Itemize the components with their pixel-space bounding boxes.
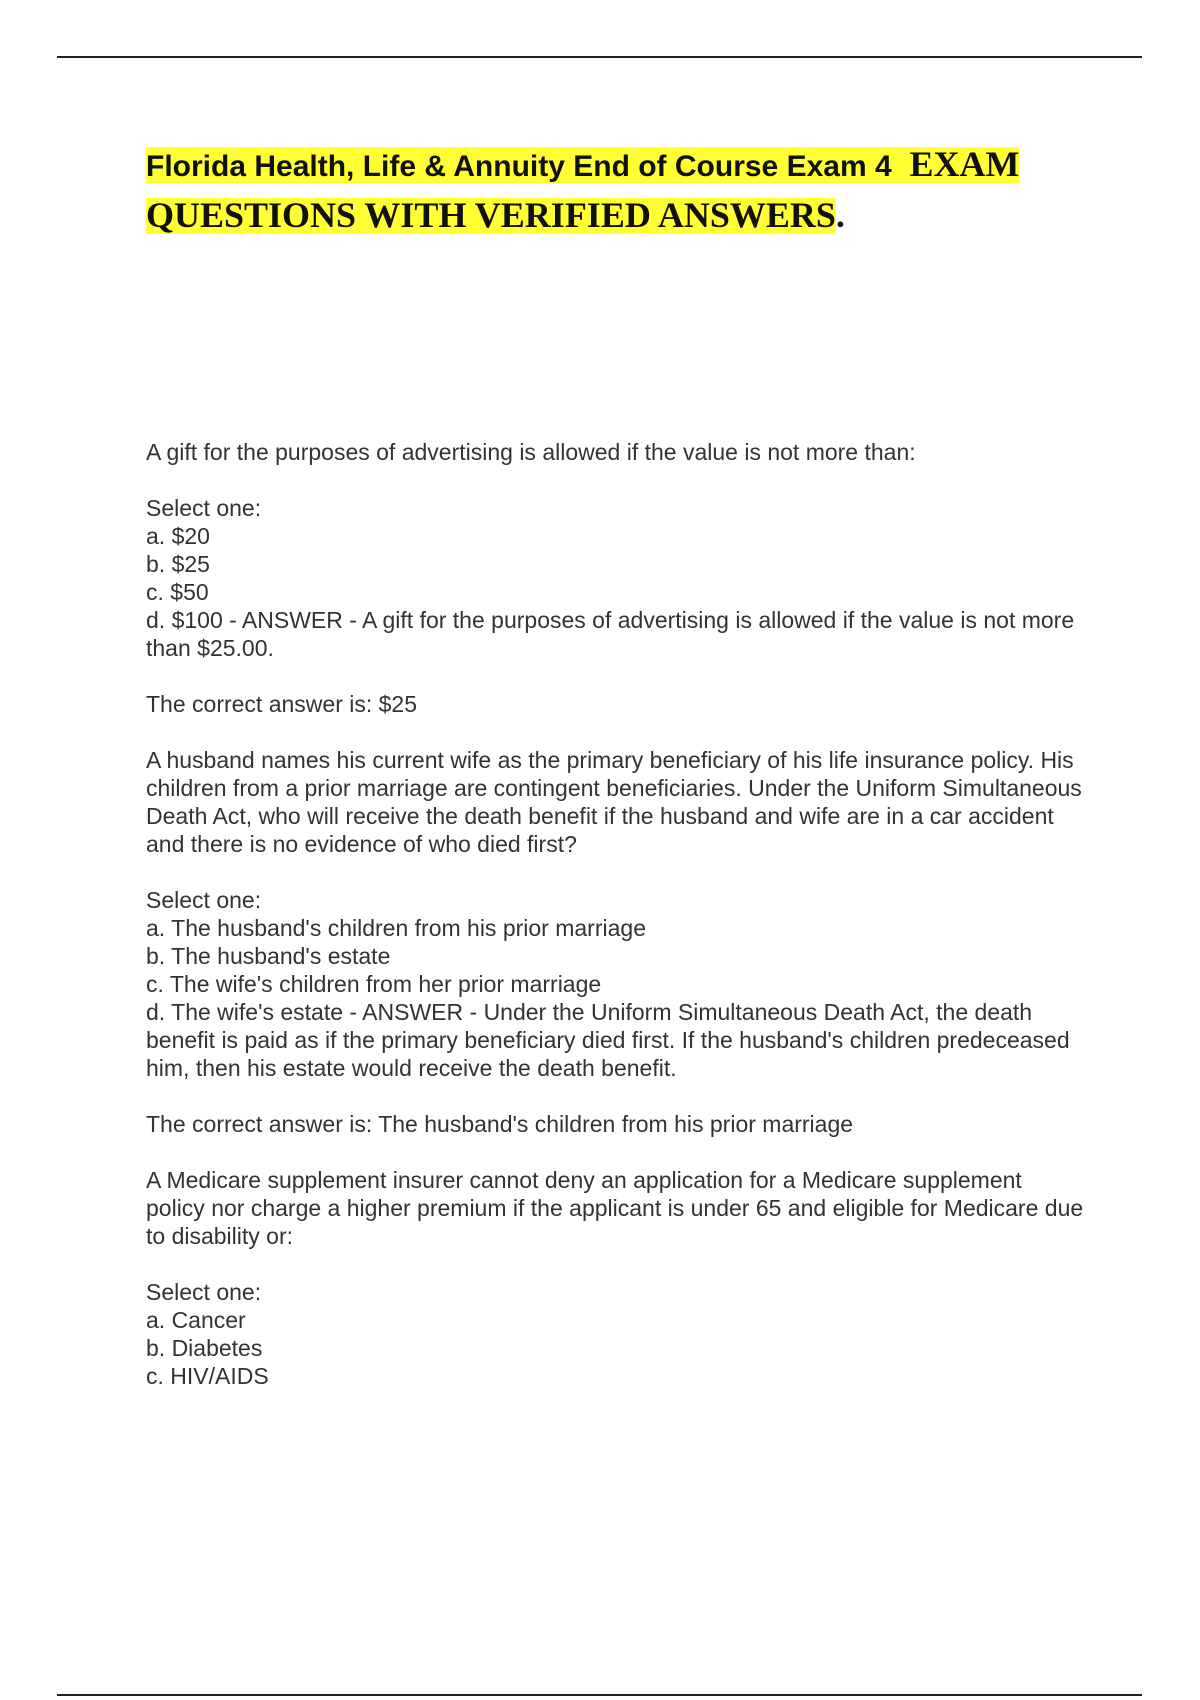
option-d-answer: d. The wife's estate - ANSWER - Under the Uniform Simultaneous Death Act, the death benefit is paid as if the primary beneficiary died first. If the husband's children predeceased him, then his estate would receive the death benefit.	[146, 999, 1070, 1081]
correct-answer: The correct answer is: The husband's children from his prior marriage	[146, 1111, 854, 1137]
option-b: b. $25	[146, 551, 210, 577]
select-label: Select one:	[146, 887, 262, 913]
question-block	[146, 1166, 1086, 1390]
title-serif-part-2: QUESTIONS WITH VERIFIED ANSWERS	[146, 195, 836, 235]
option-c: c. $50	[146, 579, 209, 605]
option-c: c. The wife's children from her prior marriage	[146, 971, 602, 997]
question-text: A husband names his current wife as the primary beneficiary of his life insurance policy. His children from a prior marriage are contingent beneficiaries. Under the Uniform Simultaneous Death Act, who will receive the death benefit if the husband and wife are in a car accident and there is no evidence of who died first?	[146, 747, 1082, 857]
option-b: b. Diabetes	[146, 1335, 263, 1361]
title-sans-part: Florida Health, Life & Annuity End of Course Exam 4	[146, 150, 892, 183]
bottom-rule	[57, 1694, 1142, 1696]
question-block	[146, 438, 1086, 718]
title-end-period: .	[835, 195, 845, 235]
select-label: Select one:	[146, 1279, 262, 1305]
option-c: c. HIV/AIDS	[146, 1363, 269, 1389]
option-a: a. $20	[146, 523, 210, 549]
option-b: b. The husband's estate	[146, 943, 391, 969]
question-block	[146, 746, 1086, 1138]
options-list	[146, 886, 1086, 1082]
question-text: A Medicare supplement insurer cannot deny an application for a Medicare supplement policy nor charge a higher premium if the applicant is under 65 and eligible for Medicare due to disability or:	[146, 1167, 1084, 1249]
document-title	[146, 140, 1086, 240]
options-list	[146, 494, 1086, 662]
options-list	[146, 1278, 1086, 1390]
questions-body	[146, 438, 1086, 1418]
option-d-answer: d. $100 - ANSWER - A gift for the purposes of advertising is allowed if the value is not more than $25.00.	[146, 607, 1075, 661]
correct-answer: The correct answer is: $25	[146, 691, 418, 717]
title-serif-part-1: EXAM	[909, 144, 1020, 184]
top-rule	[57, 56, 1142, 58]
option-a: a. Cancer	[146, 1307, 246, 1333]
question-text: A gift for the purposes of advertising is allowed if the value is not more than:	[146, 439, 916, 465]
select-label: Select one:	[146, 495, 262, 521]
option-a: a. The husband's children from his prior marriage	[146, 915, 646, 941]
